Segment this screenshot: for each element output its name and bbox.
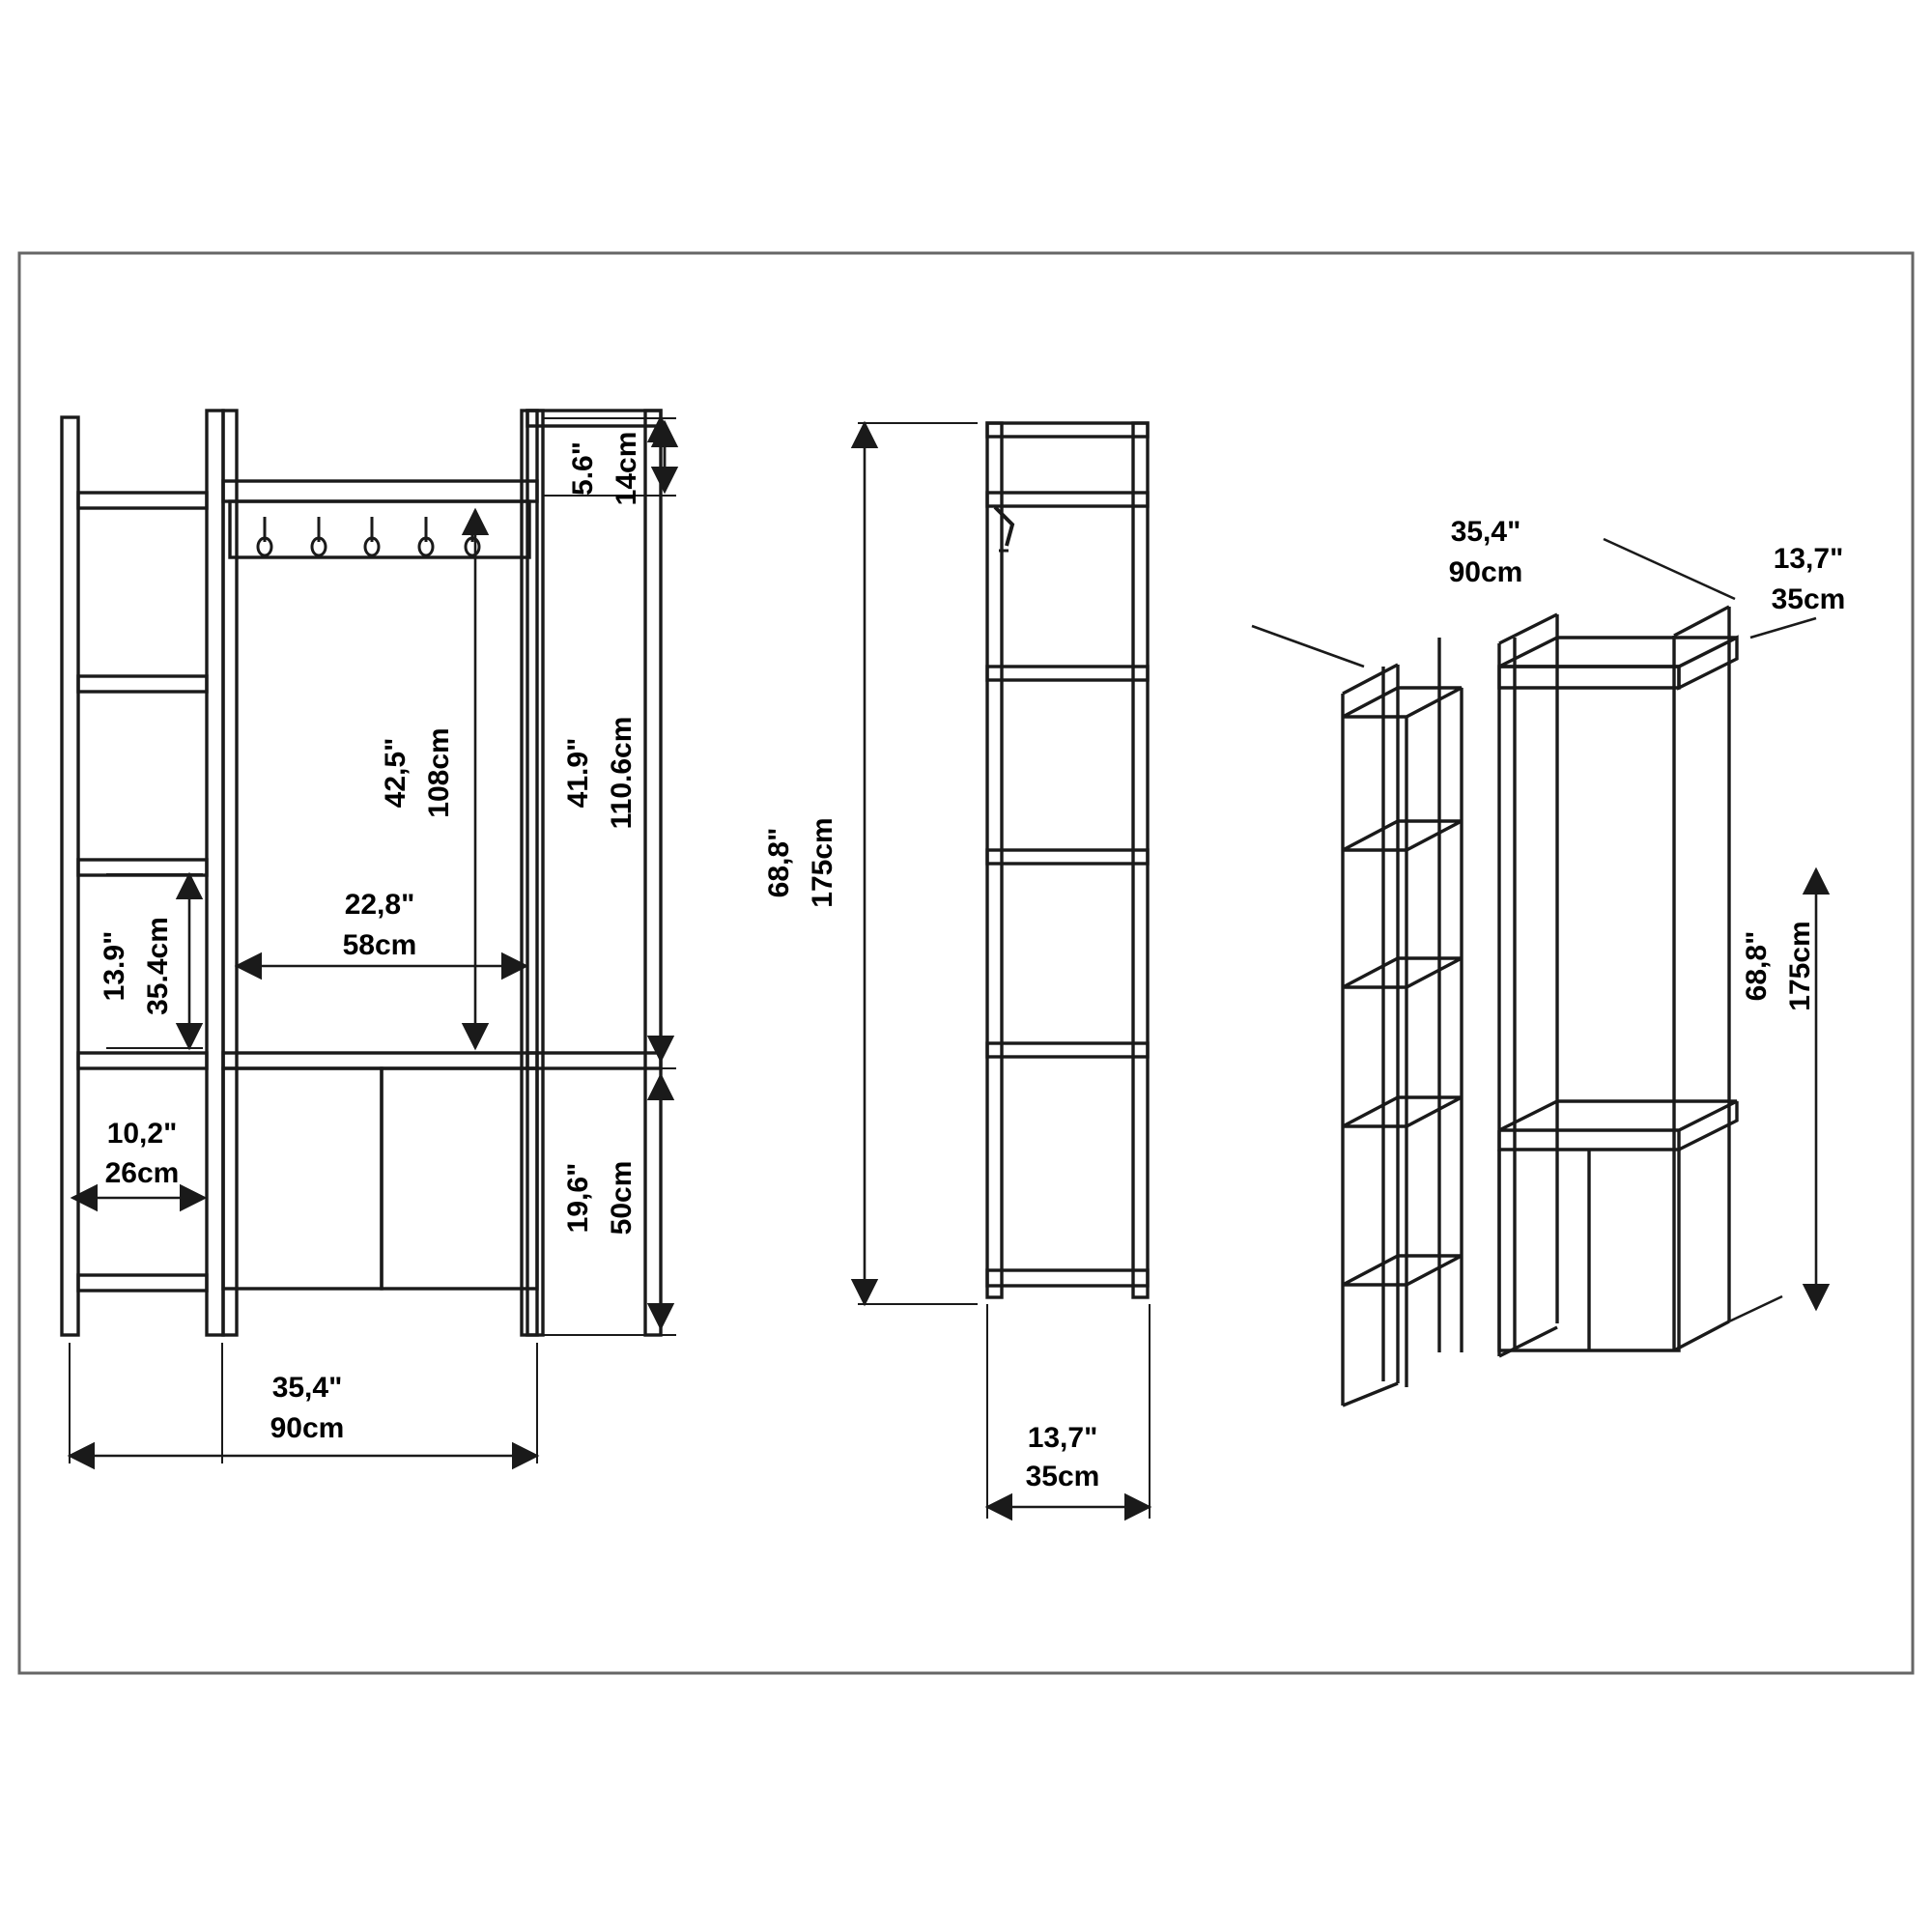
dim-inner-width-metric: 58cm: [342, 928, 417, 961]
dim-hanging-imperial: 42,5": [379, 737, 412, 809]
dim-top-band-metric: 14cm: [610, 431, 642, 506]
side-view-dimensions: [858, 423, 1150, 1519]
dim-total-width-metric: 90cm: [270, 1411, 345, 1444]
callout-height-metric: 175cm: [1783, 921, 1816, 1011]
callout-width-metric: 90cm: [1448, 555, 1523, 588]
dim-total-height-imperial: 68,8": [762, 827, 795, 898]
sheet-border: [19, 253, 1913, 1673]
dim-shelf-gap-imperial: 13.9": [98, 930, 130, 1002]
dim-total-height-metric: 175cm: [806, 817, 838, 908]
callout-height-imperial: 68,8": [1740, 930, 1773, 1002]
dim-shelf-gap-metric: 35.4cm: [141, 917, 174, 1015]
callout-depth-imperial: 13,7": [1773, 542, 1844, 575]
perspective-callouts: [1252, 539, 1816, 1309]
dim-right-panel-imperial: 41.9": [561, 737, 594, 809]
dim-cabinet-height-imperial: 19,6": [561, 1162, 594, 1234]
callout-depth-metric: 35cm: [1771, 582, 1846, 615]
perspective-geometry: [1343, 607, 1782, 1406]
dim-shelf-depth-imperial: 10,2": [106, 1117, 178, 1150]
dim-shelf-depth-metric: 26cm: [104, 1156, 180, 1189]
dim-total-width-imperial: 35,4": [271, 1371, 343, 1404]
dim-cabinet-height-metric: 50cm: [605, 1160, 638, 1236]
dim-right-panel-metric: 110.6cm: [605, 716, 638, 830]
dim-total-depth-imperial: 13,7": [1027, 1421, 1098, 1454]
dimension-labels: [99, 432, 1845, 1492]
dim-top-band-imperial: 5.6": [566, 441, 599, 496]
side-elevation-geometry: [987, 423, 1148, 1297]
dim-inner-width-imperial: 22,8": [344, 888, 415, 921]
callout-width-imperial: 35,4": [1450, 515, 1521, 548]
dim-total-depth-metric: 35cm: [1025, 1460, 1100, 1492]
dim-hanging-metric: 108cm: [422, 727, 455, 818]
